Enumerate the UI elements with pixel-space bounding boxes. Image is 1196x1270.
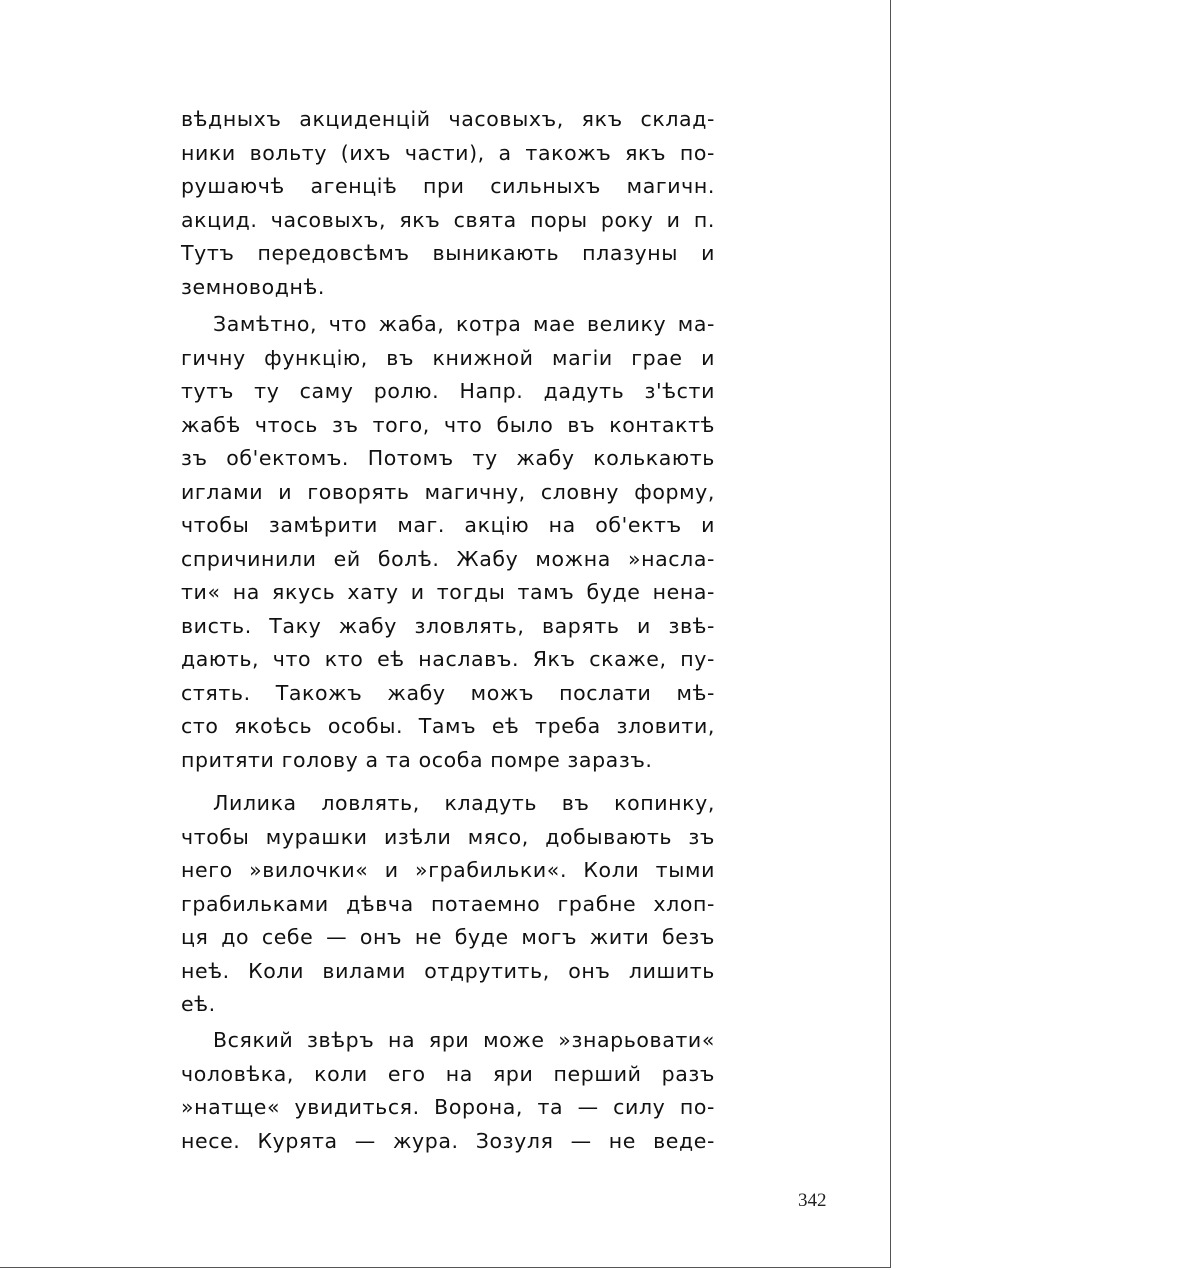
text-line: чтобы замѣрити маг. акцію на об'ектъ и [181, 513, 715, 537]
text-line: вѣдныхъ акциденцій часовыхъ, якъ склад- [181, 107, 715, 131]
text-line: грабильками дѣвча потаемно грабне хлоп- [181, 891, 715, 916]
text-line: чтобы мурашки изѣли мясо, добывають зъ [181, 824, 715, 849]
text-line: рушаючѣ агенціѣ при сильныхъ магичн. [181, 174, 715, 198]
text-line: гичну функцію, въ книжной магіи грае и [181, 345, 715, 370]
text-line: земноводнѣ. [181, 274, 326, 299]
page-number: 342 [798, 1190, 827, 1211]
text-line: иглами и говорять магичну, словну форму, [181, 479, 715, 504]
text-line: спричинили ей болѣ. Жабу можна »насла- [181, 546, 715, 571]
text-line: ники вольту (ихъ части), а такожъ якъ по- [181, 140, 715, 165]
paragraph-2 [181, 308, 715, 777]
text-line: зъ об'ектомъ. Потомъ ту жабу колькають [181, 446, 715, 470]
text-line: Всякий звѣръ на яри може »знарьовати« [213, 1028, 715, 1052]
paragraph-1 [181, 103, 715, 304]
text-line: стять. Такожъ жабу можъ послати мѣ- [181, 680, 715, 705]
text-line: несе. Курята — жура. Зозуля — не веде- [181, 1128, 715, 1153]
text-line: Тутъ передовсѣмъ выникають плазуны и [181, 241, 715, 265]
text-line: неѣ. Коли вилами отдрутить, онъ лишить [181, 958, 715, 983]
text-line: еѣ. [181, 992, 216, 1016]
text-line: чоловѣка, коли его на яри перший разъ [181, 1061, 715, 1086]
paragraph-3 [181, 787, 715, 1022]
text-line: ти« на якусь хату и тогды тамъ буде нена- [181, 580, 715, 604]
text-line: сто якоѣсь особы. Тамъ еѣ треба зловити, [181, 714, 715, 738]
text-line: дають, что кто еѣ наславъ. Якъ скаже, пу- [181, 647, 715, 671]
text-line: Замѣтно, что жаба, котра мае велику ма- [213, 312, 715, 336]
text-line: ця до себе — онъ не буде могъ жити безъ [181, 925, 715, 949]
paragraph-4 [181, 1024, 715, 1158]
text-line: тутъ ту саму ролю. Напр. дадуть з'ѣсти [181, 379, 715, 403]
text-line: висть. Таку жабу зловлять, варять и звѣ- [181, 613, 715, 638]
text-line: Лилика ловлять, кладуть въ копинку, [213, 791, 715, 815]
text-line: жабѣ чтось зъ того, что было въ контактѣ [181, 412, 715, 437]
text-line: »натще« увидиться. Ворона, та — силу по- [181, 1095, 715, 1119]
text-line: него »вилочки« и »грабильки«. Коли тыми [181, 858, 715, 882]
text-line: притяти голову а та особа помре заразъ. [181, 747, 653, 772]
text-line: акцид. часовыхъ, якъ свята поры року и п. [181, 207, 715, 232]
